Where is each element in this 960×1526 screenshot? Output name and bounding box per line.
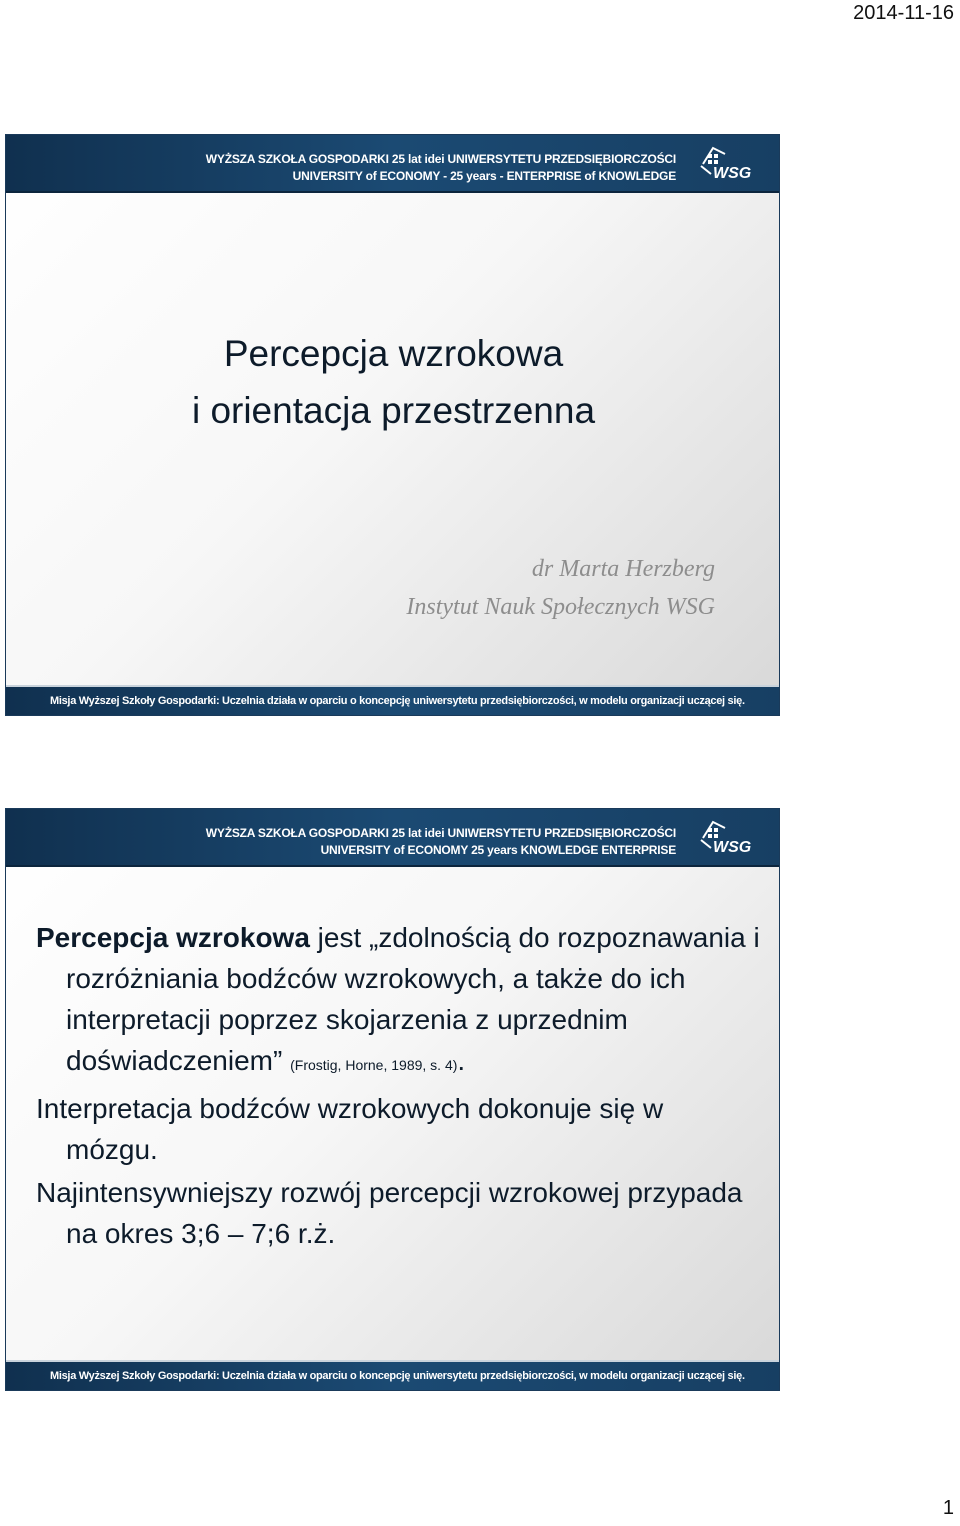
header-line-polish: WYŻSZA SZKOŁA GOSPODARKI 25 lat idei UNIWERSYTETU PRZEDSIĘBIORCZOŚCI bbox=[205, 826, 676, 840]
presentation-title bbox=[6, 325, 780, 439]
definition-term: Percepcja wzrokowa bbox=[36, 922, 310, 953]
definition-text: jest „zdolnością do rozpoznawania i rozróżniania bodźców wzrokowych, a także do ich interpretacji poprzez skojarzenia z uprzednim doświadczeniem” bbox=[66, 922, 760, 1076]
author-block bbox=[406, 550, 715, 626]
slide-header bbox=[6, 135, 779, 193]
wsg-logo-text: WSG bbox=[713, 165, 751, 182]
header-line-english: UNIVERSITY of ECONOMY - 25 years - ENTERPRISE of KNOWLEDGE bbox=[292, 169, 676, 183]
page-date: 2014-11-16 bbox=[853, 2, 954, 24]
slide-footer bbox=[6, 1360, 779, 1390]
footer-mission-text: Misja Wyższej Szkoły Gospodarki: Uczelnia działa w oparciu o koncepcję uniwersytetu przedsiębiorczości, w modelu organizacji uczącej się. bbox=[50, 695, 745, 707]
author-institute: Instytut Nauk Społecznych WSG bbox=[406, 594, 715, 620]
wsg-logo-icon bbox=[697, 144, 751, 184]
definition-end: . bbox=[457, 1045, 466, 1076]
header-line-english: UNIVERSITY of ECONOMY 25 years KNOWLEDGE ENTERPRISE bbox=[320, 843, 676, 857]
slide-header bbox=[6, 809, 779, 867]
header-text bbox=[6, 151, 676, 185]
header-text bbox=[6, 825, 676, 859]
paragraph-definition bbox=[36, 917, 761, 1086]
slide-footer bbox=[6, 685, 779, 715]
slide-title bbox=[5, 134, 780, 716]
paragraph-development: Najintensywniejszy rozwój percepcji wzrokowej przypada na okres 3;6 – 7;6 r.ż. bbox=[36, 1177, 743, 1249]
slide-body bbox=[36, 917, 761, 1254]
title-line-2: i orientacja przestrzenna bbox=[191, 390, 596, 431]
author-name: dr Marta Herzberg bbox=[531, 556, 715, 582]
wsg-logo-icon bbox=[697, 818, 751, 858]
footer-mission-text: Misja Wyższej Szkoły Gospodarki: Uczelnia działa w oparciu o koncepcję uniwersytetu przedsiębiorczości, w modelu organizacji uczącej się. bbox=[50, 1370, 745, 1382]
wsg-logo-text: WSG bbox=[713, 839, 751, 856]
header-line-polish: WYŻSZA SZKOŁA GOSPODARKI 25 lat idei UNIWERSYTETU PRZEDSIĘBIORCZOŚCI bbox=[205, 152, 676, 166]
slide-content bbox=[5, 808, 780, 1391]
page-number: 1 bbox=[942, 1497, 954, 1519]
citation: (Frostig, Horne, 1989, s. 4) bbox=[290, 1057, 458, 1073]
title-line-1: Percepcja wzrokowa bbox=[223, 333, 564, 374]
paragraph-interpretation: Interpretacja bodźców wzrokowych dokonuje się w mózgu. bbox=[36, 1093, 664, 1165]
